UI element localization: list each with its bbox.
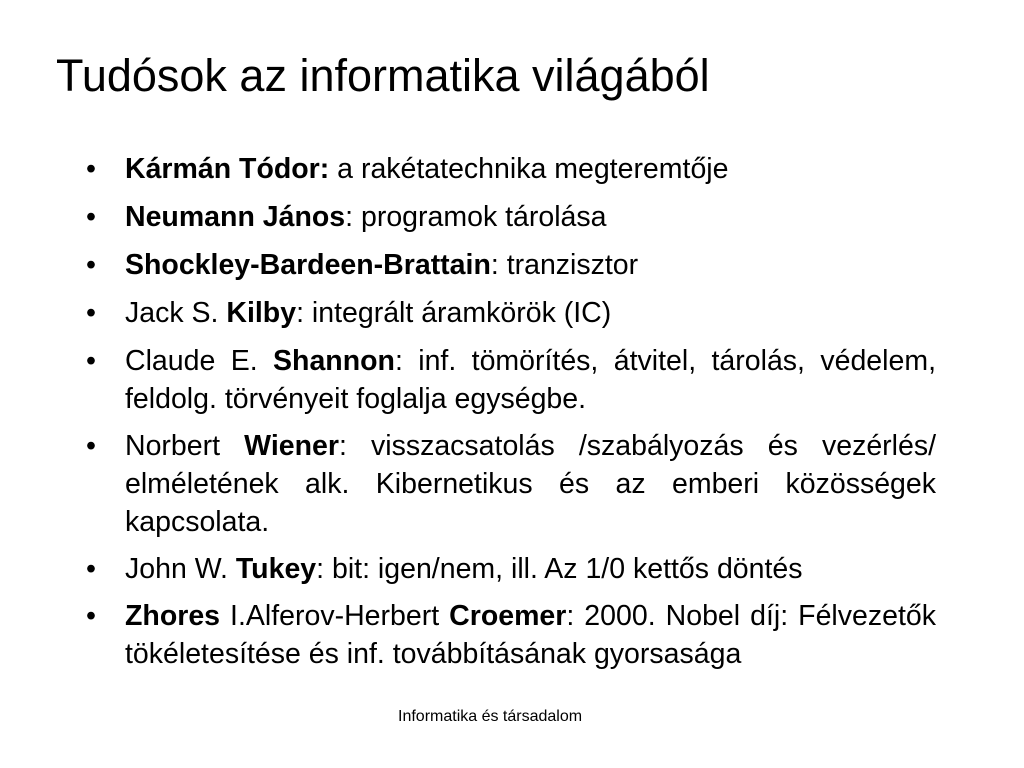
bullet-item-wiener xyxy=(86,427,936,541)
scientist-name: Neumann János xyxy=(125,201,346,233)
scientist-first-name: John W. xyxy=(125,553,236,585)
bullet-item-neumann xyxy=(86,198,936,236)
bullet-dot-icon: • xyxy=(86,553,96,585)
scientist-contribution: : bit: igen/nem, ill. Az 1/0 kettős döntés xyxy=(316,553,803,585)
scientist-first-name: Claude E. xyxy=(125,345,274,377)
scientist-name: Wiener xyxy=(244,430,339,462)
scientist-name: Kilby xyxy=(226,297,297,329)
scientist-contribution: : integrált áramkörök (IC) xyxy=(296,297,612,329)
bullet-dot-icon: • xyxy=(86,430,96,462)
bullet-dot-icon: • xyxy=(86,345,96,377)
bullet-item-alferov-croemer xyxy=(86,597,936,673)
scientist-contribution: : programok tárolása xyxy=(345,201,607,233)
bullet-item-kilby xyxy=(86,294,936,332)
scientist-name: Shannon xyxy=(273,345,395,377)
scientist-first-name: Jack S. xyxy=(125,297,227,329)
scientist-name-plain: I.Alferov-Herbert xyxy=(220,600,450,632)
scientist-name-second: Croemer xyxy=(449,600,567,632)
bullet-item-tukey xyxy=(86,550,936,588)
scientist-name: Kármán Tódor: xyxy=(125,153,330,185)
slide-title: Tudósok az informatika világából xyxy=(56,50,710,101)
scientist-contribution: a rakétatechnika megteremtője xyxy=(329,153,729,185)
scientist-contribution: : 2000. Nobel díj: Félvezetők tökéletesítése és inf. továbbításának gyorsasága xyxy=(125,600,936,670)
scientist-contribution: : tranzisztor xyxy=(490,249,639,281)
scientist-contribution: : inf. tömörítés, átvitel, tárolás, védelem, feldolg. törvényeit foglalja egységbe. xyxy=(125,345,936,415)
bullet-dot-icon: • xyxy=(86,153,96,185)
scientist-name: Zhores xyxy=(125,600,221,632)
bullet-item-shannon xyxy=(86,342,936,418)
bullet-list xyxy=(86,150,936,683)
bullet-dot-icon: • xyxy=(86,201,96,233)
scientist-name: Tukey xyxy=(235,553,317,585)
bullet-dot-icon: • xyxy=(86,600,96,632)
bullet-item-shockley xyxy=(86,246,936,284)
bullet-dot-icon: • xyxy=(86,249,96,281)
footer-caption: Informatika és társadalom xyxy=(398,708,583,725)
bullet-dot-icon: • xyxy=(86,297,96,329)
scientist-first-name: Norbert xyxy=(125,430,245,462)
scientist-contribution: : visszacsatolás /szabályozás és vezérlés/ elméletének alk. Kibernetikus és az emberi közösségek kapcsolata. xyxy=(125,430,937,538)
scientist-name: Shockley-Bardeen-Brattain xyxy=(125,249,491,281)
bullet-item-karman xyxy=(86,150,936,188)
